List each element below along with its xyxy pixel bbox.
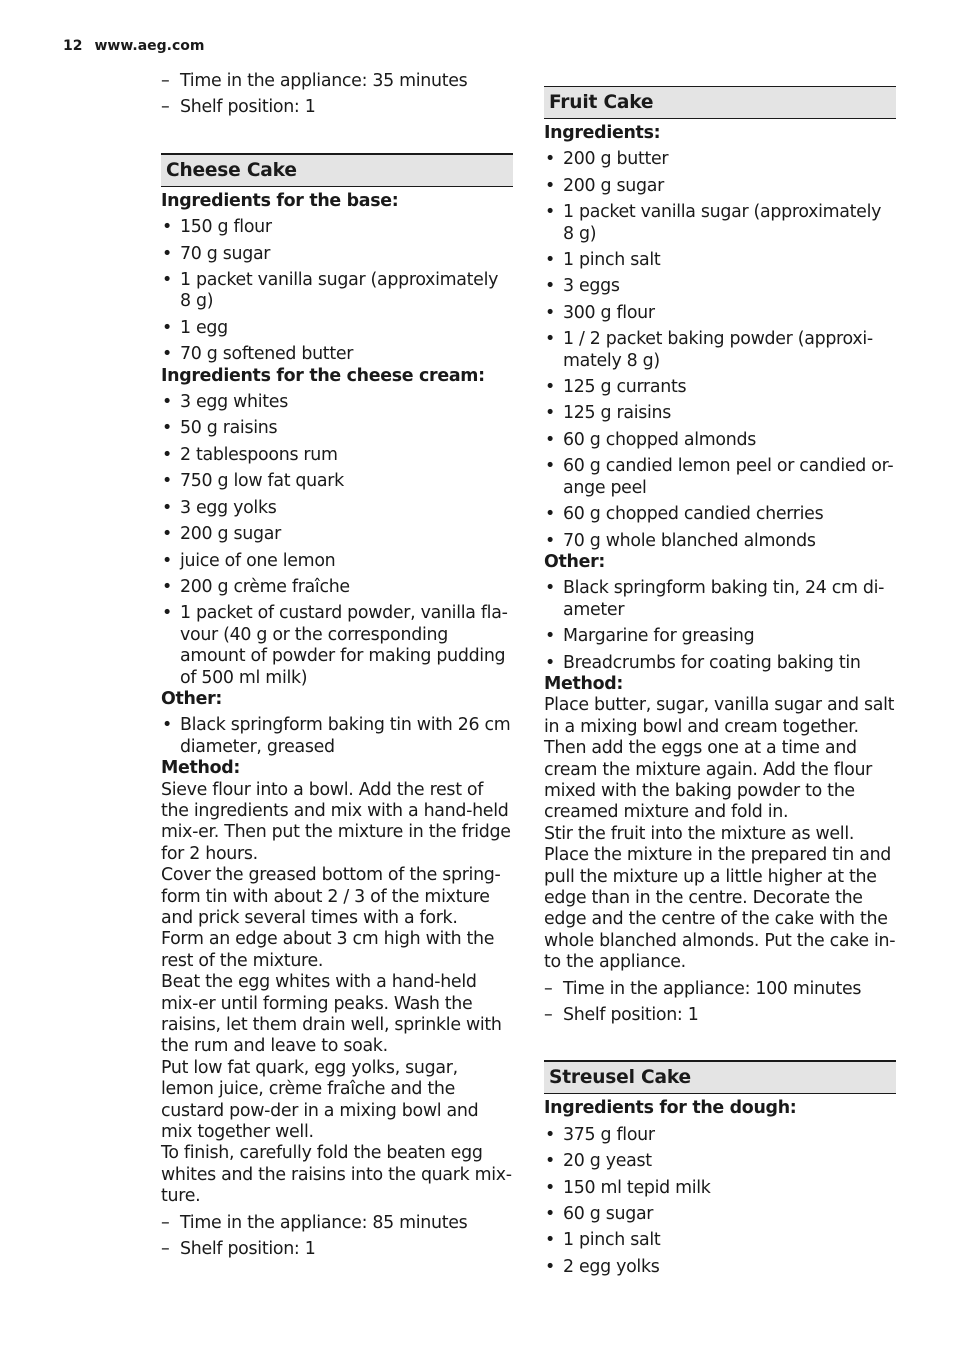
cheese-cake-section — [161, 153, 513, 1261]
base-ingredients-heading: Ingredients for the base: — [161, 190, 399, 211]
list-item: • 50 g raisins — [161, 418, 513, 439]
list-item: • 70 g softened butter — [161, 344, 513, 365]
method-paragraph: Form an edge about 3 cm high with the rest of the mixture. — [161, 929, 495, 971]
list-item: • Breadcrumbs for coating baking tin — [544, 653, 896, 674]
method-paragraph: Beat the egg whites with a hand-held mix-er until forming peaks. Wash the raisins, let them drain well, sprinkle with the rum and leave to soak. — [161, 972, 502, 1057]
left-column — [161, 71, 513, 1266]
list-item: • 2 tablespoons rum — [161, 445, 513, 466]
list-item: • 125 g raisins — [544, 403, 896, 424]
list-item: • 1 egg — [161, 318, 513, 339]
list-item: – Time in the appliance: 35 minutes — [161, 71, 513, 92]
list-item: • 200 g sugar — [161, 524, 513, 545]
ingredients-heading: Ingredients: — [544, 123, 661, 143]
list-item: • 125 g currants — [544, 377, 896, 398]
dough-ingredients-list — [544, 1125, 896, 1278]
list-item: • 60 g sugar — [544, 1204, 896, 1225]
list-item: – Shelf position: 1 — [161, 1239, 513, 1260]
list-item: • 200 g butter — [544, 149, 896, 170]
right-column — [544, 86, 896, 1283]
method-paragraph: To finish, carefully fold the beaten egg whites and the raisins into the quark mix-ture. — [161, 1143, 512, 1207]
list-item: • 150 g flour — [161, 217, 513, 238]
list-item: • 1 packet vanilla sugar (approximately 8 g) — [544, 202, 896, 245]
list-item: • 750 g low fat quark — [161, 471, 513, 492]
fruit-cake-section — [544, 86, 896, 1026]
method-paragraph: Put low fat quark, egg yolks, sugar, lemon juice, crème fraîche and the custard pow-der in a mixing bowl and mix together well. — [161, 1057, 479, 1143]
list-item: • 1 packet vanilla sugar (approximately 8 g) — [161, 270, 513, 313]
section-title-cheese-cake: Cheese Cake — [161, 153, 513, 187]
list-item: • 3 eggs — [544, 276, 896, 297]
list-item: • 3 egg whites — [161, 392, 513, 413]
list-item: – Time in the appliance: 100 minutes — [544, 979, 896, 1000]
method-paragraph: Place butter, sugar, vanilla sugar and salt in a mixing bowl and cream together. Then add the eggs one at a time and cream the mixture again. Add the flour mixed with the baking powder to the creamed mixture and fold in. — [544, 695, 895, 823]
list-item: • 70 g whole blanched almonds — [544, 531, 896, 552]
section-title-streusel-cake: Streusel Cake — [544, 1060, 896, 1094]
method-heading: Method: — [161, 758, 241, 779]
other-items-list — [544, 578, 896, 674]
list-item: • 1 / 2 packet baking powder (approxi-mately 8 g) — [544, 329, 896, 372]
page-number: 12 — [63, 38, 83, 54]
list-item: • 1 pinch salt — [544, 1230, 896, 1251]
list-item: • 60 g candied lemon peel or candied or-ange peel — [544, 456, 896, 499]
list-item: • 300 g flour — [544, 303, 896, 324]
list-item: • 200 g sugar — [544, 176, 896, 197]
other-items-list — [161, 715, 513, 758]
list-item: • Black springform baking tin, 24 cm di-ameter — [544, 578, 896, 621]
list-item: • 375 g flour — [544, 1125, 896, 1146]
base-ingredients-list — [161, 217, 513, 365]
list-item: • Black springform baking tin with 26 cm diameter, greased — [161, 715, 513, 758]
list-item: • 1 pinch salt — [544, 250, 896, 271]
page-header — [63, 38, 205, 54]
streusel-cake-section — [544, 1060, 896, 1278]
website-url: www.aeg.com — [94, 38, 205, 54]
cream-ingredients-list — [161, 392, 513, 689]
list-item: • Margarine for greasing — [544, 626, 896, 647]
previous-recipe-times — [161, 71, 513, 119]
cheese-cake-times — [161, 1213, 513, 1261]
fruit-cake-ingredients-list — [544, 149, 896, 552]
section-title-fruit-cake: Fruit Cake — [544, 86, 896, 119]
list-item: • 1 packet of custard powder, vanilla fla-vour (40 g or the corresponding amount of powder for making pudding of 500 ml milk) — [161, 603, 513, 689]
other-heading: Other: — [161, 688, 223, 709]
list-item: • 3 egg yolks — [161, 498, 513, 519]
list-item: – Shelf position: 1 — [544, 1005, 896, 1026]
list-item: – Shelf position: 1 — [161, 97, 513, 118]
list-item: • 60 g chopped almonds — [544, 430, 896, 451]
dough-ingredients-heading: Ingredients for the dough: — [544, 1098, 797, 1119]
list-item: • 70 g sugar — [161, 244, 513, 265]
list-item: • 20 g yeast — [544, 1151, 896, 1172]
list-item: • 150 ml tepid milk — [544, 1178, 896, 1199]
method-paragraph: Cover the greased bottom of the spring-form tin with about 2 / 3 of the mixture and prick several times with a fork. — [161, 865, 501, 928]
list-item: • 2 egg yolks — [544, 1257, 896, 1278]
list-item: • 200 g crème fraîche — [161, 577, 513, 598]
method-paragraph: Sieve flour into a bowl. Add the rest of the ingredients and mix with a hand-held mix-er. Then put the mixture in the fridge for 2 hours. — [161, 779, 511, 864]
cream-ingredients-heading: Ingredients for the cheese cream: — [161, 365, 485, 386]
method-paragraph: Stir the fruit into the mixture as well. Place the mixture in the prepared tin and pull the mixture up a little higher at the edge than in the centre. Decorate the edge and the centre of the cake with the whole blanched almonds. Put the cake in-to the appliance. — [544, 823, 896, 973]
list-item: • juice of one lemon — [161, 551, 513, 572]
fruit-cake-times — [544, 979, 896, 1027]
method-heading: Method: — [544, 673, 624, 694]
other-heading: Other: — [544, 551, 606, 572]
list-item: – Time in the appliance: 85 minutes — [161, 1213, 513, 1234]
list-item: • 60 g chopped candied cherries — [544, 504, 896, 525]
